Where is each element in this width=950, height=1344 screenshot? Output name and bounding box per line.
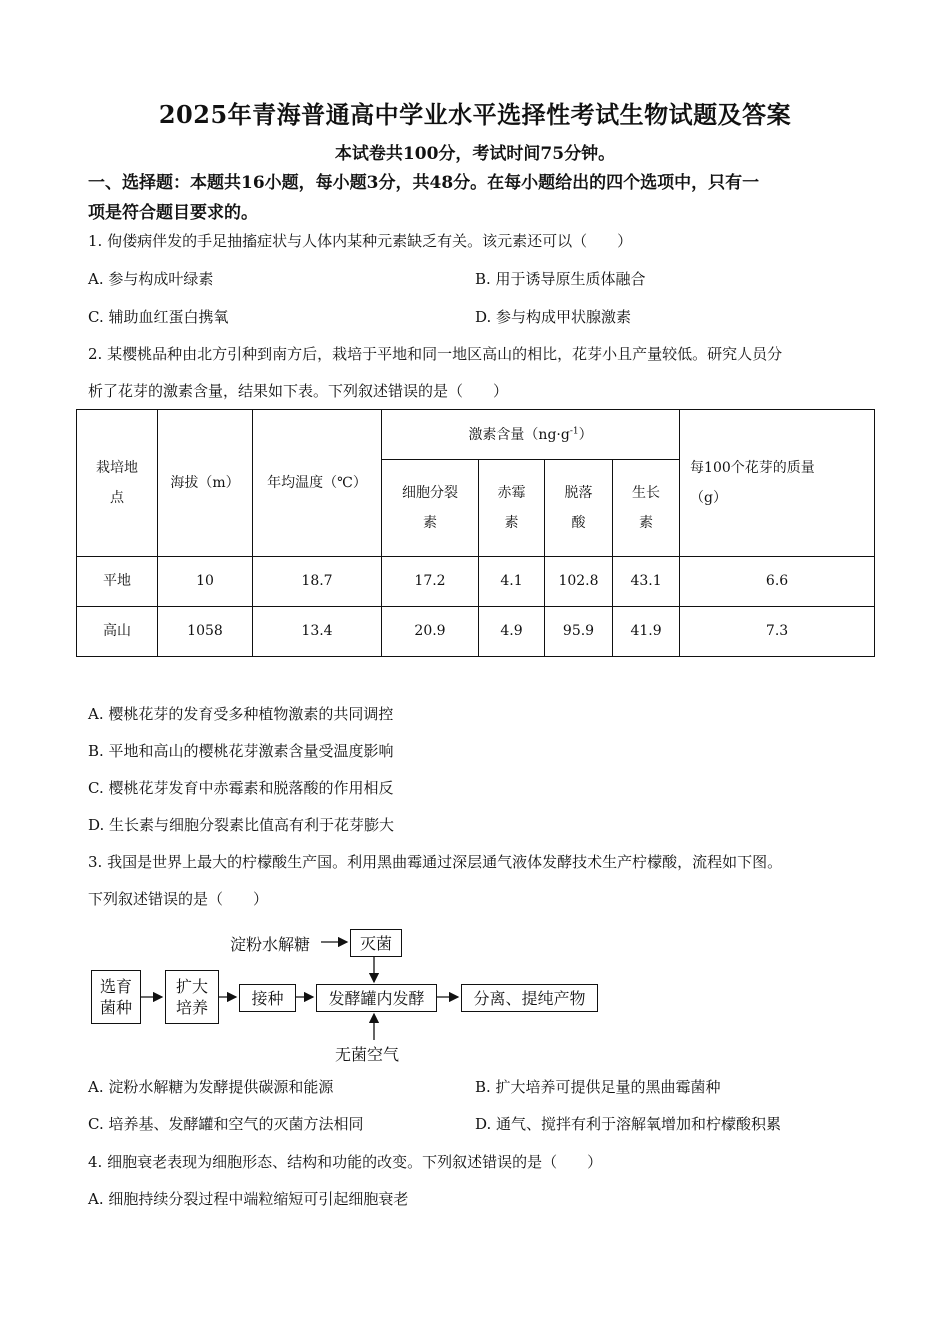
cell-auxin: 41.9 xyxy=(613,606,680,656)
header-site: 栽培地 点 xyxy=(77,410,158,557)
q4-option-a: A. 细胞持续分裂过程中端粒缩短可引起细胞衰老 xyxy=(88,1190,409,1208)
cell-bud-mass: 7.3 xyxy=(680,606,875,656)
q1-option-d: D. 参与构成甲状腺激素 xyxy=(475,308,632,326)
cell-altitude: 1058 xyxy=(158,606,253,656)
box-fermentation: 发酵罐内发酵 xyxy=(316,984,437,1012)
header-cytokinin: 细胞分裂 素 xyxy=(382,460,479,556)
table-row xyxy=(77,606,875,656)
cell-cytokinin: 20.9 xyxy=(382,606,479,656)
q1-option-a: A. 参与构成叶绿素 xyxy=(88,270,214,288)
q2-option-a: A. 樱桃花芽的发育受多种植物激素的共同调控 xyxy=(88,705,394,723)
q3-stem-line-1: 3. 我国是世界上最大的柠檬酸生产国。利用黑曲霉通过深层通气液体发酵技术生产柠檬酸，流程如下图。 xyxy=(88,853,783,871)
q3-stem-line-2: 下列叙述错误的是（ ） xyxy=(88,890,269,908)
cell-abscisic-acid: 102.8 xyxy=(545,556,613,606)
cell-temperature: 13.4 xyxy=(253,606,382,656)
box-expand-culture: 扩大 培养 xyxy=(165,970,219,1024)
q2-option-c: C. 樱桃花芽发育中赤霉素和脱落酸的作用相反 xyxy=(88,779,394,797)
q4-stem: 4. 细胞衰老表现为细胞形态、结构和功能的改变。下列叙述错误的是（ ） xyxy=(88,1153,603,1171)
q1-stem: 1. 佝偻病伴发的手足抽搐症状与人体内某种元素缺乏有关。该元素还可以（ ） xyxy=(88,232,633,250)
cell-cytokinin: 17.2 xyxy=(382,556,479,606)
label-starch-sugar: 淀粉水解糖 xyxy=(230,935,311,954)
q3-option-d: D. 通气、搅拌有利于溶解氧增加和柠檬酸积累 xyxy=(475,1115,782,1133)
q3-option-a: A. 淀粉水解糖为发酵提供碳源和能源 xyxy=(88,1078,334,1096)
section-heading-line-2: 项是符合题目要求的。 xyxy=(88,203,258,223)
q3-option-b: B. 扩大培养可提供足量的黑曲霉菌种 xyxy=(475,1078,721,1096)
header-abscisic-acid: 脱落 酸 xyxy=(545,460,613,556)
q1-option-b: B. 用于诱导原生质体融合 xyxy=(475,270,646,288)
header-altitude: 海拔（m） xyxy=(158,410,253,557)
box-inoculate: 接种 xyxy=(239,984,296,1012)
label-sterile-air: 无菌空气 xyxy=(335,1045,400,1064)
header-temperature: 年均温度（℃） xyxy=(253,410,382,557)
cell-auxin: 43.1 xyxy=(613,556,680,606)
box-select-strain: 选育 菌种 xyxy=(91,970,141,1024)
page-title: 2025年青海普通高中学业水平选择性考试生物试题及答案 xyxy=(158,100,792,129)
section-heading-line-1: 一、选择题：本题共16小题，每小题3分，共48分。在每小题给出的四个选项中，只有一 xyxy=(88,173,760,193)
header-gibberellin: 赤霉 素 xyxy=(479,460,545,556)
cell-gibberellin: 4.1 xyxy=(479,556,545,606)
exam-info: 本试卷共100分，考试时间75分钟。 xyxy=(334,144,616,164)
cell-site: 高山 xyxy=(77,606,158,656)
header-auxin: 生长 素 xyxy=(613,460,680,556)
cell-altitude: 10 xyxy=(158,556,253,606)
section-heading xyxy=(88,168,868,228)
q1-option-c: C. 辅助血红蛋白携氧 xyxy=(88,308,229,326)
cell-bud-mass: 6.6 xyxy=(680,556,875,606)
q2-stem-line-2: 析了花芽的激素含量，结果如下表。下列叙述错误的是（ ） xyxy=(88,382,509,400)
box-sterilize: 灭菌 xyxy=(350,929,402,957)
cell-abscisic-acid: 95.9 xyxy=(545,606,613,656)
table-row xyxy=(77,556,875,606)
box-separation: 分离、提纯产物 xyxy=(461,984,598,1012)
cell-site: 平地 xyxy=(77,556,158,606)
cell-gibberellin: 4.9 xyxy=(479,606,545,656)
q2-stem-line-1: 2. 某樱桃品种由北方引种到南方后，栽培于平地和同一地区高山的相比，花芽小且产量较低。研究人员分 xyxy=(88,345,783,363)
header-hormone-content: 激素含量$(ng\cdot g^{-1})$ xyxy=(382,410,680,460)
cell-temperature: 18.7 xyxy=(253,556,382,606)
q2-option-b: B. 平地和高山的樱桃花芽激素含量受温度影响 xyxy=(88,742,394,760)
hormone-table xyxy=(76,409,875,657)
citric-acid-flowchart xyxy=(85,922,605,1072)
q2-option-d: D. 生长素与细胞分裂素比值高有利于花芽膨大 xyxy=(88,816,395,834)
q3-option-c: C. 培养基、发酵罐和空气的灭菌方法相同 xyxy=(88,1115,364,1133)
header-bud-mass: 每100个花芽的质量 （g） xyxy=(680,410,875,557)
